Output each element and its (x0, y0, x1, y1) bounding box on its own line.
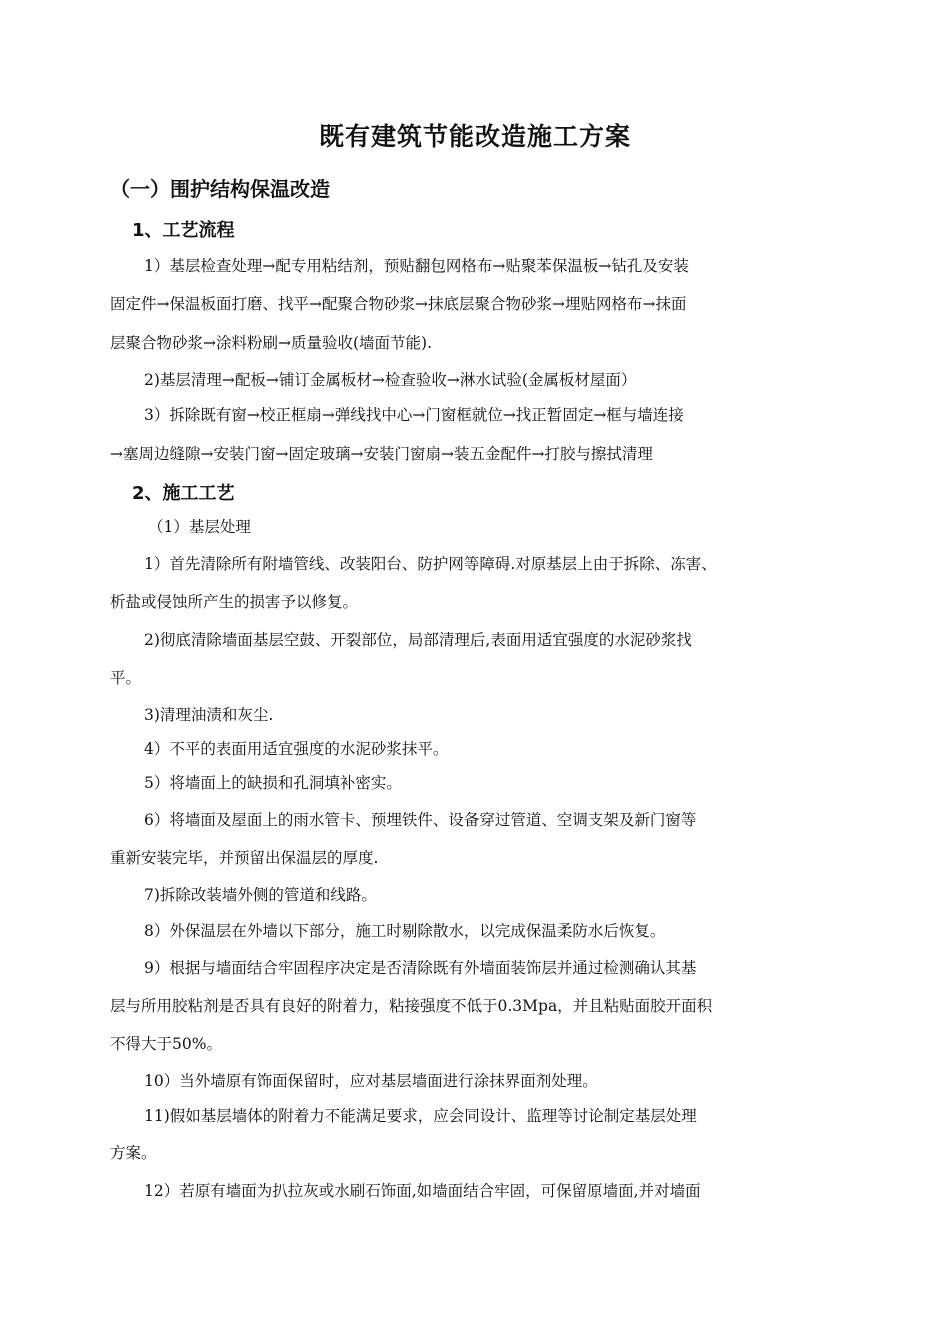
paragraph-line: 2)彻底清除墙面基层空鼓、开裂部位，局部清理后,表面用适宜强度的水泥砂浆找 (144, 631, 692, 649)
paragraph-line: 层聚合物砂浆→涂料粉刷→质量验收(墙面节能). (110, 334, 432, 352)
paragraph-line: 1）首先清除所有附墙管线、改装阳台、防护网等障碍.对原基层上由于拆除、冻害、 (144, 555, 717, 573)
paragraph-line: 1）基层检查处理→配专用粘结剂，预贴翻包网格布→贴聚苯保温板→钻孔及安装 (144, 257, 689, 275)
paragraph-line: →塞周边缝隙→安装门窗→固定玻璃→安装门窗扇→装五金配件→打胶与擦拭清理 (110, 445, 653, 463)
paragraph-line: 层与所用胶粘剂是否具有良好的附着力，粘接强度不低于0.3Mpa，并且粘贴面胶开面积 (110, 997, 713, 1015)
paragraph-line: 固定件→保温板面打磨、找平→配聚合物砂浆→抹底层聚合物砂浆→埋贴网格布→抹面 (110, 295, 687, 313)
document-title: 既有建筑节能改造施工方案 (318, 122, 631, 151)
paragraph-line: 12）若原有墙面为扒拉灰或水刷石饰面,如墙面结合牢固，可保留原墙面,并对墙面 (144, 1182, 701, 1200)
paragraph-line: 2)基层清理→配板→铺订金属板材→检查验收→淋水试验(金属板材屋面） (144, 371, 637, 389)
subsection-heading-construction: 2、施工工艺 (132, 483, 235, 504)
paragraph-line: 不得大于50%。 (110, 1035, 222, 1053)
paragraph-line: 5）将墙面上的缺损和孔洞填补密实。 (144, 774, 402, 792)
subsection-heading-process: 1、工艺流程 (132, 220, 235, 241)
paragraph-line: 3）拆除既有窗→校正框扇→弹线找中心→门窗框就位→找正暂固定→框与墙连接 (144, 406, 684, 424)
paragraph-line: 4）不平的表面用适宜强度的水泥砂浆抹平。 (144, 740, 449, 758)
paragraph-line: 6）将墙面及屋面上的雨水管卡、预埋铁件、设备穿过管道、空调支架及新门窗等 (144, 811, 697, 829)
paragraph-line: 方案。 (110, 1144, 157, 1162)
paragraph-line: 7)拆除改装墙外侧的管道和线路。 (144, 886, 377, 904)
paragraph-line: 9）根据与墙面结合牢固程序决定是否清除既有外墙面装饰层并通过检测确认其基 (144, 959, 697, 977)
section-heading: （一）围护结构保温改造 (110, 177, 330, 201)
paragraph-line: （1）基层处理 (148, 518, 251, 536)
paragraph-line: 平。 (110, 669, 142, 687)
paragraph-line: 11)假如基层墙体的附着力不能满足要求，应会同设计、监理等讨论制定基层处理 (144, 1107, 697, 1125)
paragraph-line: 10）当外墙原有饰面保留时，应对基层墙面进行涂抹界面剂处理。 (144, 1072, 598, 1090)
paragraph-line: 重新安装完毕，并预留出保温层的厚度. (110, 849, 379, 867)
paragraph-line: 析盐或侵蚀所产生的损害予以修复。 (110, 593, 359, 611)
paragraph-line: 3)清理油渍和灰尘. (144, 706, 274, 724)
paragraph-line: 8）外保温层在外墙以下部分，施工时剔除散水，以完成保温柔防水后恢复。 (144, 922, 666, 940)
